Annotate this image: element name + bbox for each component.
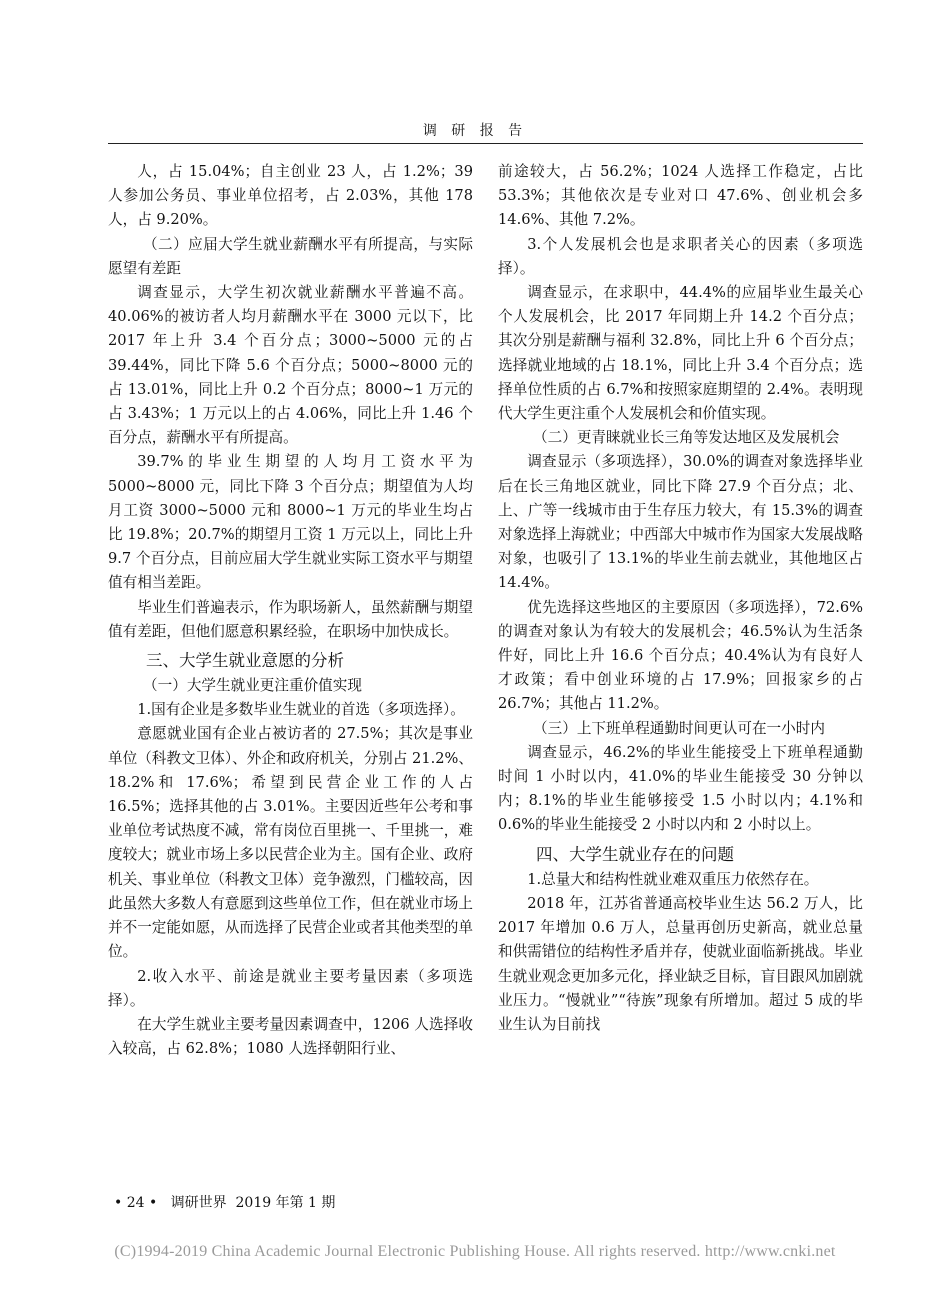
section-heading: 四、大学生就业存在的问题 xyxy=(535,844,734,864)
paragraph: 39.7%的毕业生期望的人均月工资水平为 5000~8000 元，同比下降 3 个百分点；期望值为人均月工资 3000~5000 元和 8000~1 万元的毕业生均占比 19.8%；20.7%的期望月工资 1 万元以上，同比上升 9.7 个百分点，目前应届大学生就业实际工资水平与期望值有相当差距。 xyxy=(108,453,473,592)
paragraph: 在大学生就业主要考量因素调查中，1206 人选择收入较高，占 62.8%；1080 人选择朝阳行业、 xyxy=(108,1015,473,1058)
paragraph: 人，占 15.04%；自主创业 23 人，占 1.2%；39 人参加公务员、事业单位招考，占 2.03%，其他 178 人，占 9.20%。 xyxy=(108,163,473,229)
subsection-heading: （一）大学生就业更注重价值实现 xyxy=(143,677,362,695)
subsection-heading: （二）应届大学生就业薪酬水平有所提高，与实际愿望有差距 xyxy=(108,235,473,277)
right-column xyxy=(498,160,863,1037)
paragraph: 意愿就业国有企业占被访者的 27.5%；其次是事业单位（科教文卫体）、外企和政府机关，分别占 21.2%、18.2%和 17.6%；希望到民营企业工作的人占 16.5%；选择其他的占 3.01%。主要因近些年公考和事业单位考试热度不减，常有岗位百里挑一、千里挑一，难度较大；就业市场上多以民营企业为主。国有企业、政府机关、事业单位（科教文卫体）竞争激烈，门槛较高，因此虽然大多数人有意愿到这些单位工作，但在就业市场上并不一定能如愿，从而选择了民营企业或者其他类型的单位。 xyxy=(108,725,473,961)
paragraph: 1.总量大和结构性就业难双重压力依然存在。 xyxy=(527,870,819,888)
paragraph: 2.收入水平、前途是就业主要考量因素（多项选择）。 xyxy=(108,967,473,1009)
journal-name: 调研世界 xyxy=(170,1195,227,1211)
paragraph: 2018 年，江苏省普通高校毕业生达 56.2 万人，比 2017 年增加 0.6 万人，总量再创历史新高，就业总量和供需错位的结构性矛盾并存，使就业面临新挑战。毕业生就业观念更加多元化，择业缺乏目标，盲目跟风加剧就业压力。“慢就业”“待族”现象有所增加。超过 5 成的毕业生认为目前找 xyxy=(498,894,863,1033)
header-rule xyxy=(108,143,863,144)
left-column xyxy=(108,160,473,1061)
paragraph: 调查显示（多项选择），30.0%的调查对象选择毕业后在长三角地区就业，同比下降 27.9 个百分点；北、上、广等一线城市由于生存压力较大，有 15.3%的调查对象选择上海就业；中西部大中城市作为国家大发展战略对象，也吸引了 13.1%的毕业生前去就业，其他地区占 14.4%。 xyxy=(498,453,863,592)
page-number: • 24 • xyxy=(114,1195,158,1211)
paragraph: 调查显示，大学生初次就业薪酬水平普遍不高。40.06%的被访者人均月薪酬水平在 3000 元以下，比 2017 年上升 3.4 个百分点；3000~5000 元的占 39.44%，同比下降 5.6 个百分点；5000~8000 元的占 13.01%，同比上升 0.2 个百分点；8000~1 万元的占 3.43%；1 万元以上的占 4.06%，同比上升 1.46 个百分点，薪酬水平有所提高。 xyxy=(108,284,473,447)
copyright-watermark: (C)1994-2019 China Academic Journal Electronic Publishing House. All rights reserved. http://www.cnki.net xyxy=(114,1243,836,1260)
issue-label: 2019 年第 1 期 xyxy=(235,1195,336,1211)
subsection-heading: （三）上下班单程通勤时间更认可在一小时内 xyxy=(533,719,825,737)
section-heading: 三、大学生就业意愿的分析 xyxy=(145,651,344,671)
page-footer xyxy=(114,1192,335,1212)
paragraph: 优先选择这些地区的主要原因（多项选择），72.6%的调查对象认为有较大的发展机会；46.5%认为生活条件好，同比上升 16.6 个百分点；40.4%认为有良好人才政策；看中创业环境的占 17.9%；回报家乡的占 26.7%；其他占 11.2%。 xyxy=(498,598,863,713)
paragraph: 前途较大，占 56.2%；1024 人选择工作稳定，占比 53.3%；其他依次是专业对口 47.6%、创业机会多 14.6%、其他 7.2%。 xyxy=(498,163,863,229)
paragraph: 1.国有企业是多数毕业生就业的首选（多项选择）。 xyxy=(137,701,465,719)
subsection-heading: （二）更青睐就业长三角等发达地区及发展机会 xyxy=(533,429,840,447)
paragraph: 调查显示，46.2%的毕业生能接受上下班单程通勤时间 1 小时以内，41.0%的毕业生能接受 30 分钟以内；8.1%的毕业生能够接受 1.5 小时以内；4.1%和 0.6%的毕业生能接受 2 小时以内和 2 小时以上。 xyxy=(498,743,863,834)
paragraph: 3.个人发展机会也是求职者关心的因素（多项选择）。 xyxy=(498,235,863,277)
running-header: 调 研 报 告 xyxy=(422,123,528,139)
paragraph: 调查显示，在求职中，44.4%的应届毕业生最关心个人发展机会，比 2017 年同期上升 14.2 个百分点；其次分别是薪酬与福利 32.8%，同比上升 6 个百分点；选择就业地域的占 18.1%，同比上升 3.4 个百分点；选择单位性质的占 6.7%和按照家庭期望的 2.4%。表明现代大学生更注重个人发展机会和价值实现。 xyxy=(498,284,863,423)
paragraph: 毕业生们普遍表示，作为职场新人，虽然薪酬与期望值有差距，但他们愿意积累经验，在职场中加快成长。 xyxy=(108,598,473,640)
